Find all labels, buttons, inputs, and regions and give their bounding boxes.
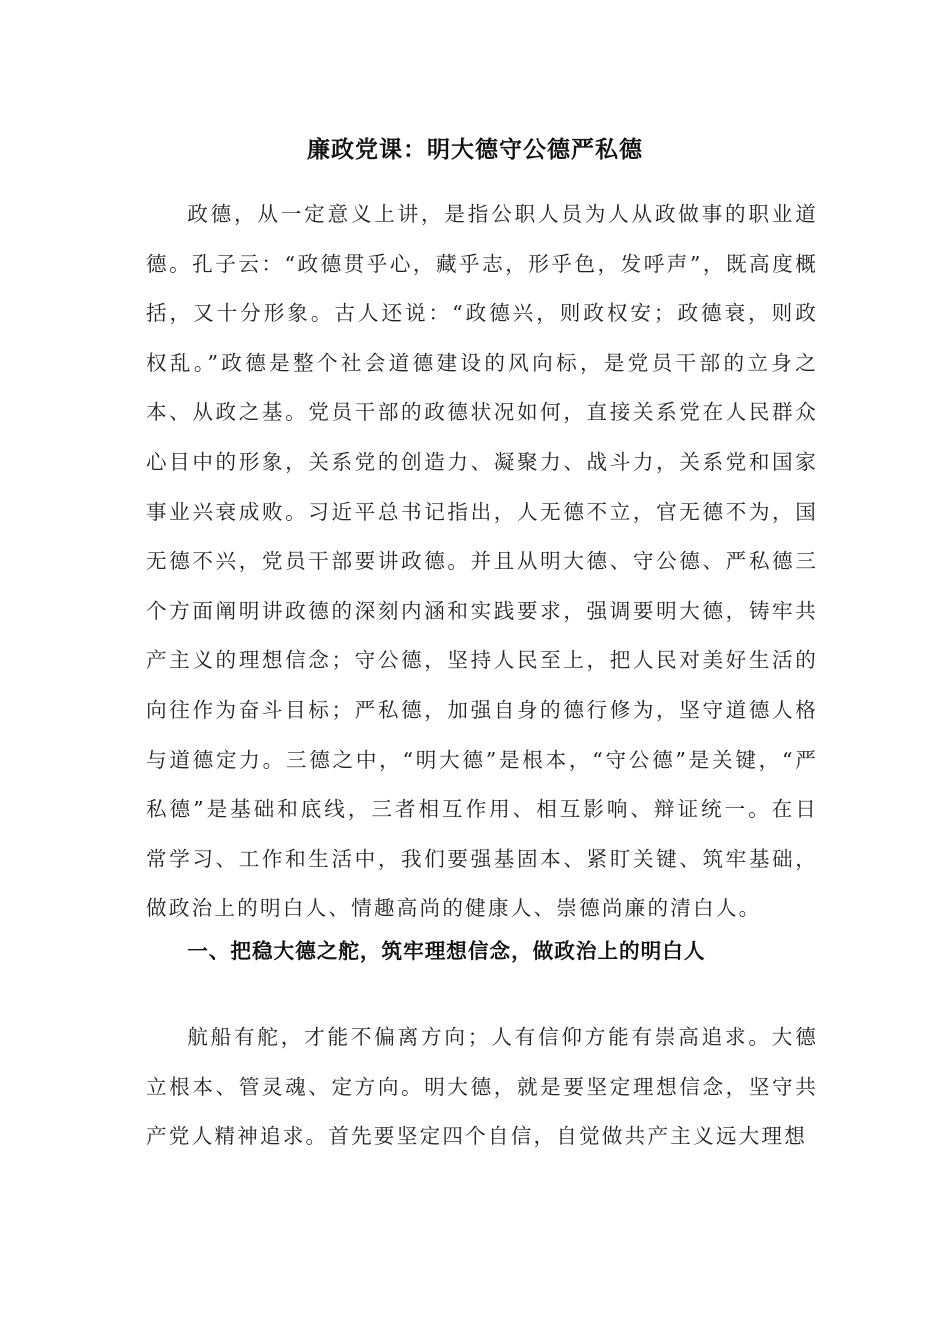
section-paragraph: 航船有舵，才能不偏离方向；人有信仰方能有崇高追求。大德立根本、管灵魂、定方向。明大德，就是要坚定理想信念，坚守共产党人精神追求。首先要坚定四个自信，自觉做共产主义远大理想 (146, 1025, 818, 1149)
intro-paragraph: 政德，从一定意义上讲，是指公职人员为人从政做事的职业道德。孔子云：“政德贯乎心，藏乎志，形乎色，发呼声”，既高度概括，又十分形象。古人还说：“政德兴，则政权安；政德衰，则政权乱。”政德是整个社会道德建设的风向标，是党员干部的立身之本、从政之基。党员干部的政德状况如何，直接关系党在人民群众心目中的形象，关系党的创造力、凝聚力、战斗力，关系党和国家事业兴衰成败。习近平总书记指出，人无德不立，官无德不为，国无德不兴，党员干部要讲政德。并且从明大德、守公德、严私德三个方面阐明讲政德的深刻内涵和实践要求，强调要明大德，铸牢共产主义的理想信念；守公德，坚持人民至上，把人民对美好生活的向往作为奋斗目标；严私德，加强自身的德行修为，坚守道德人格与道德定力。三德之中，“明大德”是根本，“守公德”是关键，“严私德”是基础和底线，三者相互作用、相互影响、辩证统一。在日常学习、工作和生活中，我们要强基固本、紧盯关键、筑牢基础，做政治上的明白人、情趣高尚的健康人、崇德尚廉的清白人。 (146, 202, 818, 921)
section-heading: 一、把稳大德之舵，筑牢理想信念，做政治上的明白人 (187, 939, 706, 963)
document-title: 廉政党课：明大德守公德严私德 (307, 136, 643, 163)
